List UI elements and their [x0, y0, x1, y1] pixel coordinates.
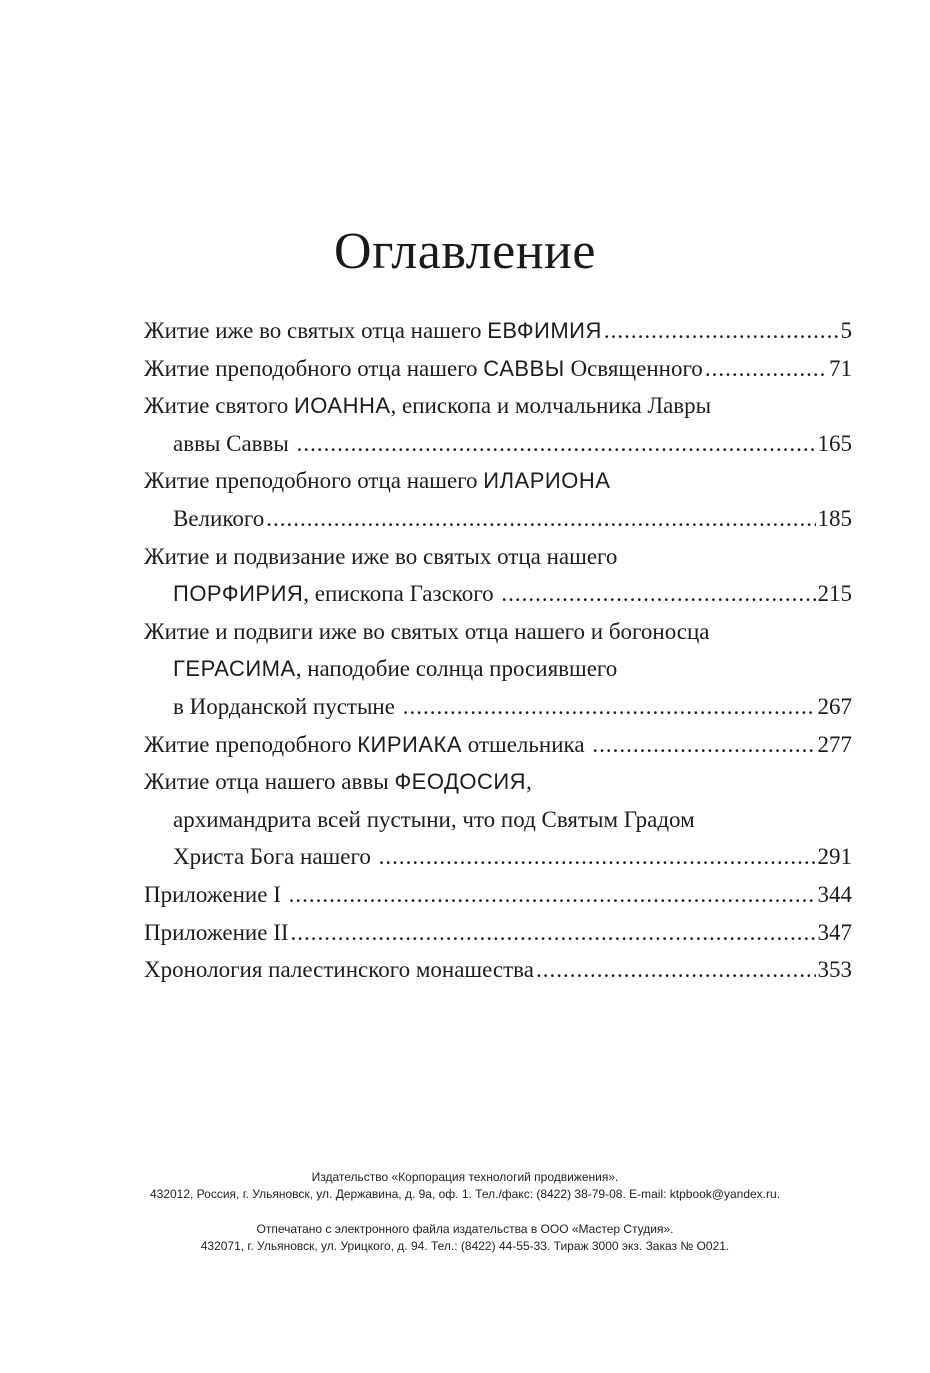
page-number: 353: [817, 957, 852, 983]
page-number: 215: [817, 581, 852, 607]
page-title: Оглавление: [334, 223, 596, 280]
toc-entry: [144, 763, 852, 876]
page-number: 344: [817, 881, 852, 907]
dot-leader: [592, 726, 815, 764]
publisher-address: 432012, Россия, г. Ульяновск, ул. Державина, д. 9а, оф. 1. Тел./факс: (8422) 38-79-08. E-mail: ktpbook@yandex.ru.: [149, 1187, 781, 1201]
toc-entry: [144, 876, 852, 914]
dot-leader: [536, 951, 816, 989]
toc-line: [144, 801, 852, 839]
toc-entry: [144, 951, 852, 989]
publisher-name: Издательство «Корпорация технологий продвижения».: [311, 1170, 619, 1184]
toc-line: [144, 387, 852, 425]
toc-line: [144, 462, 852, 500]
toc-line: [144, 876, 852, 914]
toc-line: [144, 613, 852, 651]
page-number: 185: [817, 505, 852, 531]
toc-entry: [144, 462, 852, 537]
toc-line: [144, 538, 852, 576]
toc-name: ИОАННА: [293, 393, 391, 419]
toc-text: Житие преподобного отца нашего: [144, 468, 484, 494]
dot-leader: [403, 688, 816, 726]
toc-text: Житие отца нашего аввы: [144, 769, 395, 795]
toc-entry: [144, 726, 852, 764]
toc-text: архимандрита всей пустыни, что под Святым Градом: [173, 806, 695, 832]
toc-text: Хронология палестинского монашества: [144, 957, 534, 983]
toc-line: [144, 688, 852, 726]
toc-name: ПОРФИРИЯ: [173, 581, 304, 607]
page-number: 347: [817, 919, 852, 945]
toc-name: КИРИАКА: [357, 731, 463, 757]
toc-text: Приложение I: [144, 881, 287, 907]
toc-line: [144, 763, 852, 801]
toc-text: аввы Саввы: [173, 430, 295, 456]
page-number: 291: [817, 844, 852, 870]
printer-imprint: [0, 1221, 930, 1255]
toc-text: Житие и подвизание иже во святых отца нашего: [144, 543, 618, 569]
toc-line: [144, 500, 852, 538]
toc-text: Житие преподобного отца нашего: [144, 355, 484, 381]
dot-leader: [289, 876, 816, 914]
dot-leader: [604, 312, 839, 350]
toc-line: [144, 650, 852, 688]
page-number: 165: [817, 430, 852, 456]
page-number: 5: [840, 318, 852, 343]
toc-text: Христа Бога нашего: [173, 844, 377, 870]
toc-entry: [144, 312, 852, 350]
toc-text-after: ,: [526, 769, 532, 795]
toc-line: [144, 575, 852, 613]
toc-text-after: , наподобие солнца просиявшего: [295, 656, 618, 682]
toc-text: Житие и подвиги иже во святых отца нашего и богоносца: [144, 618, 710, 644]
toc-line: [144, 914, 852, 952]
toc-text-after: , епископа и молчальника Лавры: [390, 393, 712, 419]
toc-name: ФЕОДОСИЯ: [394, 769, 527, 795]
page-number: 277: [817, 731, 852, 757]
dot-leader: [705, 350, 827, 388]
dot-leader: [379, 838, 816, 876]
toc-line: [144, 350, 852, 388]
toc-entry: [144, 387, 852, 462]
page-number: 71: [829, 355, 852, 381]
toc-text-after: Освященного: [564, 355, 703, 381]
toc-name: ИЛАРИОНА: [483, 468, 611, 494]
toc-text: Приложение II: [144, 919, 289, 945]
page-number: 267: [817, 693, 852, 719]
dot-leader: [291, 914, 816, 952]
toc-name: ГЕРАСИМА: [173, 656, 296, 682]
toc-entry: [144, 914, 852, 952]
toc-name: ЕВФИМИЯ: [487, 318, 602, 343]
table-of-contents: [144, 312, 852, 989]
printer-name: Отпечатано с электронного файла издательства в ООО «Мастер Студия».: [256, 1222, 674, 1236]
toc-text: Великого: [173, 505, 265, 531]
toc-line: [144, 312, 852, 350]
toc-line: [144, 951, 852, 989]
toc-text-after: , епископа Газского: [303, 581, 500, 607]
printer-address: 432071, г. Ульяновск, ул. Урицкого, д. 94. Тел.: (8422) 44-55-33. Тираж 3000 экз. Заказ № О021.: [200, 1239, 730, 1253]
toc-entry: [144, 350, 852, 388]
dot-leader: [501, 575, 815, 613]
toc-text: Житие преподобного: [144, 731, 358, 757]
toc-text: Житие святого: [144, 393, 294, 419]
dot-leader: [297, 425, 816, 463]
toc-entry: [144, 538, 852, 613]
toc-line: [144, 838, 852, 876]
toc-line: [144, 425, 852, 463]
toc-line: [144, 726, 852, 764]
toc-text: Житие иже во святых отца нашего: [144, 318, 488, 343]
toc-text-after: отшельника: [462, 731, 591, 757]
publisher-imprint: [0, 1169, 930, 1203]
dot-leader: [266, 500, 815, 538]
toc-text: в Иорданской пустыне: [173, 693, 401, 719]
toc-name: САВВЫ: [483, 355, 565, 381]
toc-entry: [144, 613, 852, 726]
